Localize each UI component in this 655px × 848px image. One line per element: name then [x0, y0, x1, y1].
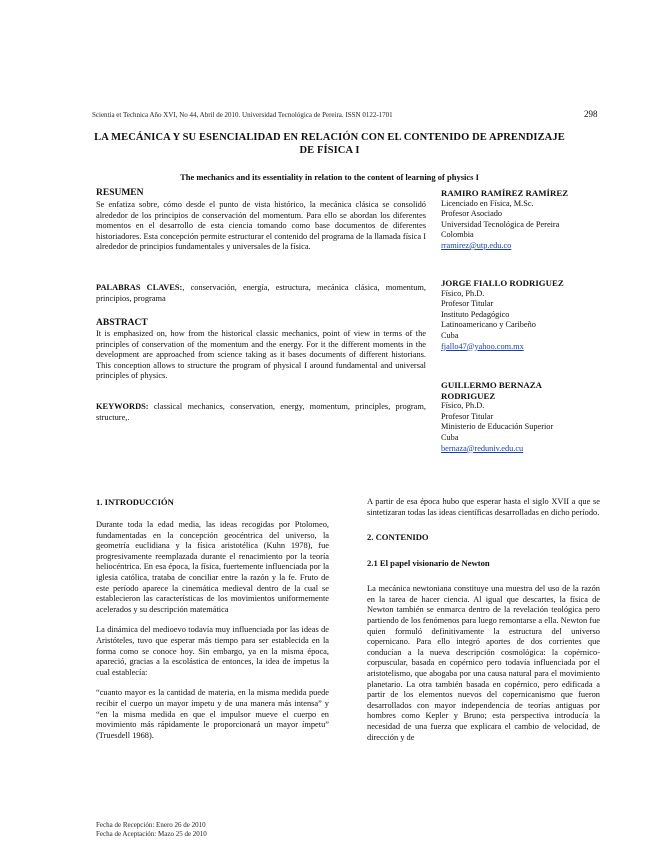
- author-affiliation: Físico, Ph.D.: [441, 288, 485, 298]
- author-email-link[interactable]: bernaza@reduniv.edu.cu: [441, 443, 524, 453]
- resumen-text: Se enfatiza sobre, cómo desde el punto de vista histórico, la mecánica clásica se consolidó alrededor de los principios de conservación del momentum. Para ello se abordan los diferentes momentos en el desarrollo de esta ciencia tomando como base documentos de diferentes historiadores. Esta concepción permite estructurar el contenido del programa de la llamada física I alrededor de principios fundamentales y universales de la física.: [96, 200, 426, 252]
- keywords: [96, 402, 426, 423]
- introduction-section: [96, 497, 329, 741]
- content-column: [367, 497, 600, 743]
- newton-paragraph: La mecánica newtoniana constituye una muestra del uso de la razón en la tarea de hacer ciencia. Al igual que descartes, la física de Newton también se enmarca dentro de la revelación teológica pero partiendo de los fenómenos para luego remontarse a ella. Newton fue quien formuló definitivamente la estructura del universo copernicano. Para ello integró aportes de dos corrientes que conducían a la nueva descripción cosmológica: la copérnico-corpuscular, basada en copérnico pero todavía influenciada por el aristotelismo, que abogaba por una causa natural para el movimiento planetario. La otra también basada en copérnico, pero edificada a partir de los elementos nuevos del copernicanismo que fueron desarrollados con mayor independencia de teorías antiguas por hombres como Kepler y Bruno; esta perspectiva introducía la necesidad de una fuerza que explicara el cambio de velocidad, de dirección y de: [367, 584, 600, 742]
- paper-subtitle: The mechanics and its essentiality in relation to the content of learning of physics I: [180, 172, 479, 182]
- abstract-heading: ABSTRACT: [96, 318, 148, 328]
- author-affiliation: Colombia: [441, 230, 474, 240]
- author-affiliation: Profesor Titular: [441, 411, 494, 421]
- intro-quote: “cuanto mayor es la cantidad de materia, en la misma medida puede recibir el cuerpo un mayor ímpetu y de una manera más intensa” y “en la misma medida en que el impulsor mueve el cuerpo en movimiento más rápidamente le proporcionará un mayor ímpetu” (Truesdell 1968).: [96, 688, 329, 740]
- received-date: Fecha de Recepción: Enero 26 de 2010: [96, 821, 206, 829]
- running-head: Scientia et Technica Año XVI, No 44, Abril de 2010. Universidad Tecnológica de Pereira. ISSN 0122-1701: [92, 111, 393, 119]
- resumen-section: [96, 188, 426, 253]
- author-fiallo: [441, 278, 591, 352]
- palabras-claves-text: , conservación, energía, estructura, mecánica clásica, momentum, principios, programa: [96, 283, 426, 303]
- keywords-label: KEYWORDS:: [96, 402, 149, 411]
- accepted-date: Fecha de Aceptación: Mazo 25 de 2010: [96, 830, 207, 838]
- author-affiliation: Instituto Pedagógico: [441, 309, 510, 319]
- newton-subheading: 2.1 El papel visionario de Newton: [367, 558, 490, 569]
- author-affiliation: Licenciado en Física, M.Sc.: [441, 198, 534, 208]
- author-affiliation: Cuba: [441, 330, 459, 340]
- intro-paragraph: La dinámica del medioevo todavía muy influenciada por las ideas de Aristóteles, tuvo que esperar más tiempo para ser establecida en la forma como se conoce hoy. Sin embargo, ya en la misma época, apareció, gracias a la escolástica de entonces, la idea de ímpetus la cual establecía:: [96, 625, 329, 677]
- resumen-heading: RESUMEN: [96, 188, 144, 198]
- transition-paragraph: A partir de esa época hubo que esperar hasta el siglo XVII a que se sintetizaran todas las ideas científicas desarrolladas en dicho período.: [367, 497, 600, 517]
- abstract-section: [96, 318, 426, 382]
- footer-dates: [96, 821, 207, 839]
- paper-title: LA MECÁNICA Y SU ESENCIALIDAD EN RELACIÓN CON EL CONTENIDO DE APRENDIZAJE DE FÍSICA I: [94, 132, 565, 156]
- author-affiliation: Profesor Titular: [441, 299, 494, 309]
- author-ramirez: [441, 188, 591, 252]
- palabras-claves: [96, 283, 426, 304]
- author-bernaza: [441, 380, 591, 454]
- author-affiliation: Profesor Asociado: [441, 209, 503, 219]
- contenido-heading: 2. CONTENIDO: [367, 532, 429, 543]
- author-name: JORGE FIALLO RODRIGUEZ: [441, 278, 564, 288]
- author-affiliation: Latinoamericano y Caribeño: [441, 320, 536, 330]
- author-affiliation: Universidad Tecnológica de Pereira: [441, 219, 560, 229]
- author-affiliation: Físico, Ph.D.: [441, 401, 485, 411]
- author-name: GUILLERMO BERNAZA RODRIGUEZ: [441, 380, 542, 401]
- abstract-text: It is emphasized on, how from the historical classic mechanics, point of view in terms of the principles of conservation of the momentum and the energy. For it the different moments in the development are approached from science taking as it bases documents of different historians. This conception allows to structure the program of physical I around fundamental and universal principles of physics.: [96, 329, 426, 381]
- author-name: RAMIRO RAMÍREZ RAMÍREZ: [441, 188, 569, 198]
- keywords-text: classical mechanics, conservation, energy, momentum, principles, program, structure,.: [96, 402, 426, 422]
- page-number: 298: [584, 109, 598, 119]
- intro-heading: 1. INTRODUCCIÓN: [96, 497, 174, 507]
- author-affiliation: Cuba: [441, 432, 459, 442]
- author-email-link[interactable]: rramirez@utp.edu.co: [441, 240, 512, 250]
- author-affiliation: Ministerio de Educación Superior: [441, 422, 554, 432]
- palabras-claves-label: PALABRAS CLAVES:: [96, 283, 183, 292]
- intro-paragraph: Durante toda la edad media, las ideas recogidas por Ptolomeo, fundamentadas en la concepción geocéntrica del universo, la geometría euclidiana y la física aristotélica (Kuhn 1978), fue progresivamente reemplazada durante el renacimiento por la teoría heliocéntrica. En esa época, la física, fuertemente influenciada por la iglesia católica, trataba de conciliar entre la razón y la fe. Fruto de este período aparece la cinemática medieval dentro de la cual se establecieron las características de los movimientos uniformemente acelerados y su descripción matemática: [96, 520, 329, 614]
- author-email-link[interactable]: fjallo47@yahoo.com.mx: [441, 341, 524, 351]
